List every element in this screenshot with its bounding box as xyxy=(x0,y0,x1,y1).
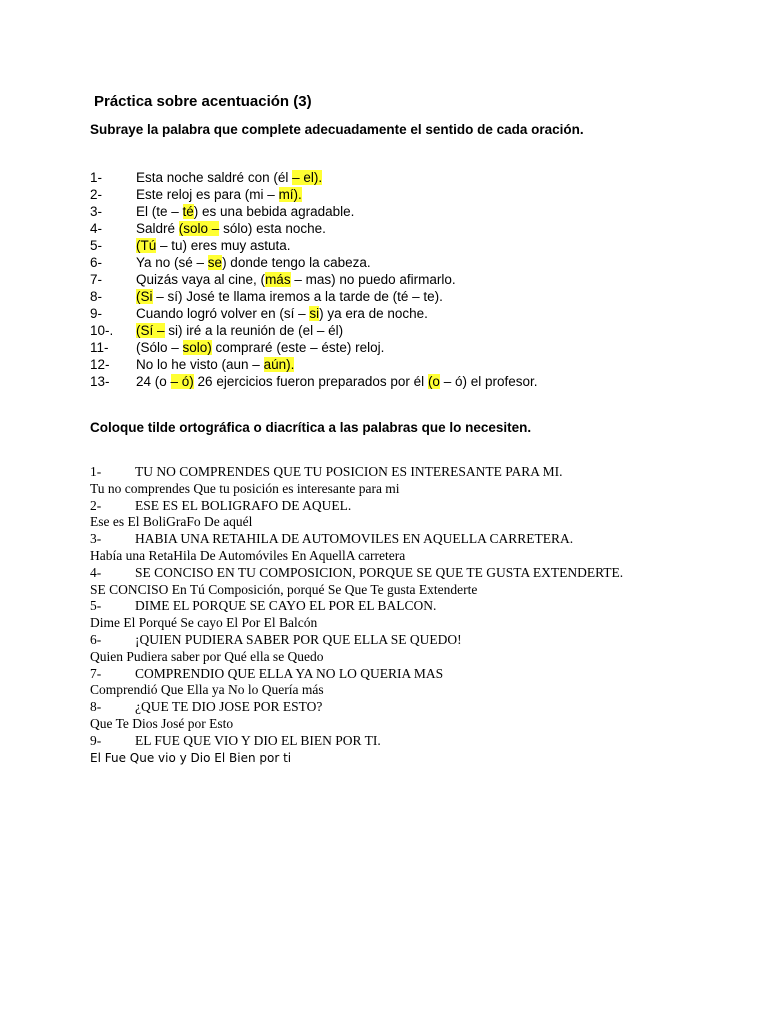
item-number: 9- xyxy=(90,732,102,748)
item-number: 8- xyxy=(90,289,103,304)
exercise-item xyxy=(90,565,690,582)
item-text xyxy=(136,305,428,322)
item-number: 7- xyxy=(90,272,103,287)
page-title: Práctica sobre acentuación (3) xyxy=(94,93,312,110)
text-fragment: Cuando logró volver en (sí – xyxy=(136,306,310,321)
answer-text: Dime El Porqué Se cayo El Por El Balcón xyxy=(90,615,318,631)
highlighted-word: (solo – xyxy=(178,221,220,236)
text-fragment: – sí) José te llama iremos a la tarde de (té – te). xyxy=(152,289,443,304)
answer-text: Tu no comprendes Que tu posición es interesante para mi xyxy=(90,480,400,496)
item-text xyxy=(136,186,302,203)
item-text xyxy=(136,169,322,186)
answer-text: Comprendió Que Ella ya No lo Quería más xyxy=(90,682,324,698)
exercise-sentence: EL FUE QUE VIO Y DIO EL BIEN POR TI. xyxy=(135,732,381,748)
item-number: 6- xyxy=(90,631,102,647)
highlighted-word: si xyxy=(309,306,320,321)
section1-heading: Subraye la palabra que complete adecuadamente el sentido de cada oración. xyxy=(90,122,584,137)
item-number: 1- xyxy=(90,170,103,185)
text-fragment: No lo he visto (aun – xyxy=(136,357,264,372)
highlighted-word: (o xyxy=(427,374,440,389)
item-number: 5- xyxy=(90,238,103,253)
exercise-item xyxy=(90,733,690,750)
text-fragment: ) es una bebida agradable. xyxy=(193,204,355,219)
highlighted-word: aún). xyxy=(263,357,295,372)
list-item xyxy=(90,254,690,271)
item-number: 5- xyxy=(90,598,102,614)
item-number: 6- xyxy=(90,255,103,270)
item-text xyxy=(136,288,443,305)
text-fragment: El (te – xyxy=(136,204,183,219)
list-item xyxy=(90,339,690,356)
exercise-sentence: COMPRENDIO QUE ELLA YA NO LO QUERIA MAS xyxy=(135,665,444,681)
list-item xyxy=(90,203,690,220)
answer-text: Había una RetaHila De Automóviles En AquellA carretera xyxy=(90,547,406,563)
exercise-item xyxy=(90,632,690,649)
exercise-sentence: ¡QUIEN PUDIERA SABER POR QUE ELLA SE QUEDO! xyxy=(135,631,462,647)
item-text xyxy=(136,254,371,271)
item-number: 13- xyxy=(90,374,110,389)
highlighted-word: se xyxy=(207,255,223,270)
text-fragment: Ya no (sé – xyxy=(136,255,208,270)
exercise-sentence: ¿QUE TE DIO JOSE POR ESTO? xyxy=(135,699,323,715)
exercise-sentence: SE CONCISO EN TU COMPOSICION, PORQUE SE QUE TE GUSTA EXTENDERTE. xyxy=(135,564,624,580)
item-number: 11- xyxy=(90,340,109,355)
list-item xyxy=(90,169,690,186)
item-text xyxy=(136,339,384,356)
exercise-sentence: DIME EL PORQUE SE CAYO EL POR EL BALCON. xyxy=(135,598,437,614)
item-number: 9- xyxy=(90,306,103,321)
item-text xyxy=(136,237,291,254)
section1-list xyxy=(90,169,690,390)
list-item xyxy=(90,373,690,390)
exercise-item xyxy=(90,666,690,683)
list-item xyxy=(90,271,690,288)
exercise-sentence: TU NO COMPRENDES QUE TU POSICION ES INTERESANTE PARA MI. xyxy=(135,464,563,479)
list-item xyxy=(90,322,690,339)
highlighted-word: mí). xyxy=(278,187,302,202)
item-number: 3- xyxy=(90,531,102,547)
highlighted-word: – el). xyxy=(292,170,323,185)
item-number: 4- xyxy=(90,221,103,236)
list-item xyxy=(90,288,690,305)
item-number: 3- xyxy=(90,204,103,219)
item-number: 2- xyxy=(90,187,103,202)
text-fragment: Esta noche saldré con (él xyxy=(136,170,293,185)
exercise-item xyxy=(90,464,690,481)
list-item xyxy=(90,186,690,203)
highlighted-word: té xyxy=(182,204,194,219)
answer-text: Quien Pudiera saber por Qué ella se Quedo xyxy=(90,648,324,664)
text-fragment: 26 ejercicios fueron preparados por él xyxy=(193,374,428,389)
highlighted-word: más xyxy=(265,272,291,287)
list-item xyxy=(90,305,690,322)
item-number: 8- xyxy=(90,699,102,715)
list-item xyxy=(90,220,690,237)
text-fragment: 24 (o xyxy=(136,374,171,389)
text-fragment: Saldré xyxy=(136,221,179,236)
list-item xyxy=(90,356,690,373)
item-text xyxy=(136,220,326,237)
highlighted-word: (Si xyxy=(136,289,153,304)
list-item xyxy=(90,237,690,254)
text-fragment: si) iré a la reunión de (el – él) xyxy=(164,323,344,338)
item-number: 7- xyxy=(90,665,102,681)
item-number: 10-. xyxy=(90,323,114,338)
exercise-item xyxy=(90,498,690,515)
text-fragment: – ó) el profesor. xyxy=(439,374,538,389)
highlighted-word: – ó) xyxy=(170,374,194,389)
highlighted-word: (Tú xyxy=(136,238,157,253)
item-number: 1- xyxy=(90,464,102,479)
item-number: 12- xyxy=(90,357,110,372)
section2-list xyxy=(90,464,690,766)
answer-text: El Fue Que vio y Dio El Bien por ti xyxy=(90,750,292,765)
item-number: 4- xyxy=(90,564,102,580)
highlighted-word: solo) xyxy=(182,340,212,355)
text-fragment: – mas) no puedo afirmarlo. xyxy=(290,272,456,287)
section2-heading: Coloque tilde ortográfica o diacrítica a las palabras que lo necesiten. xyxy=(90,420,532,435)
item-number: 2- xyxy=(90,497,102,513)
text-fragment: (Sólo – xyxy=(136,340,183,355)
highlighted-word: (Sí – xyxy=(136,323,165,338)
item-text xyxy=(136,271,456,288)
exercise-item xyxy=(90,699,690,716)
text-fragment: Quizás vaya al cine, ( xyxy=(136,272,266,287)
answer-text: SE CONCISO En Tú Composición, porqué Se Que Te gusta Extenderte xyxy=(90,581,478,597)
text-fragment: ) ya era de noche. xyxy=(319,306,428,321)
item-text xyxy=(136,203,354,220)
exercise-sentence: HABIA UNA RETAHILA DE AUTOMOVILES EN AQUELLA CARRETERA. xyxy=(135,531,574,547)
text-fragment: ) donde tengo la cabeza. xyxy=(222,255,371,270)
text-fragment: compraré (este – éste) reloj. xyxy=(211,340,385,355)
answer-text: Que Te Dios José por Esto xyxy=(90,715,234,731)
text-fragment: – tu) eres muy astuta. xyxy=(156,238,291,253)
item-text xyxy=(136,356,294,373)
exercise-item xyxy=(90,531,690,548)
answer-text: Ese es El BoliGraFo De aquél xyxy=(90,514,253,530)
exercise-item xyxy=(90,598,690,615)
item-text xyxy=(136,373,538,390)
text-fragment: Este reloj es para (mi – xyxy=(136,187,279,202)
exercise-sentence: ESE ES EL BOLIGRAFO DE AQUEL. xyxy=(135,497,352,513)
text-fragment: sólo) esta noche. xyxy=(219,221,326,236)
item-text xyxy=(136,322,343,339)
